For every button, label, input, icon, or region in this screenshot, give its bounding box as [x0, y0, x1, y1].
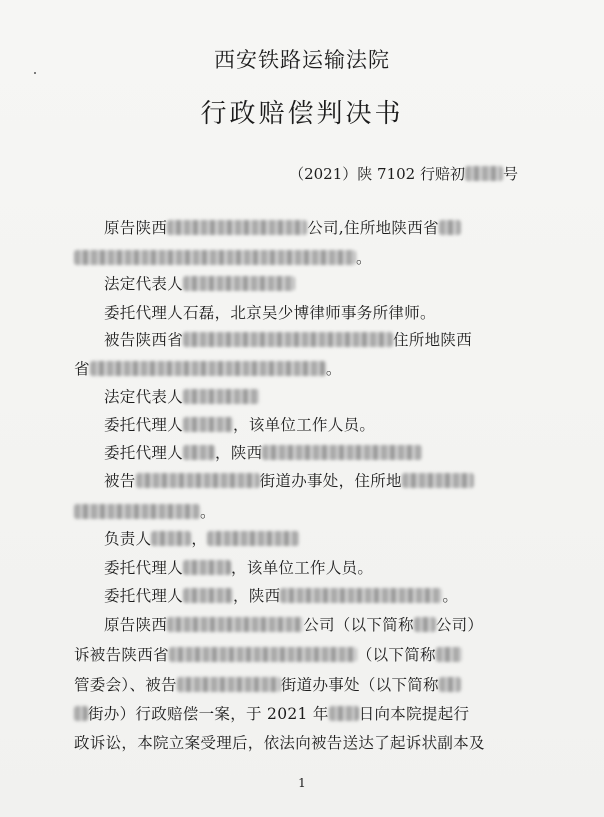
document-title: 行政赔偿判决书 — [200, 99, 404, 129]
plaintiff-address-line — [74, 246, 372, 268]
responsible-line — [104, 527, 299, 549]
punctuation: 。 — [356, 249, 372, 267]
body-line-3 — [74, 673, 461, 695]
redacted-case-number — [465, 166, 503, 181]
punctuation: 。 — [325, 360, 342, 378]
case-number-prefix: （2021）陕 7102 行赔初 — [289, 165, 465, 183]
redacted-plaintiff-address — [74, 250, 356, 265]
defendant2-line — [104, 469, 474, 491]
defendant2-prefix: 被告 — [104, 472, 136, 490]
body-text: 原告陕西 — [104, 616, 168, 634]
court-name: 西安铁路运输法院 — [214, 48, 390, 72]
redacted-defendant1-name — [169, 647, 357, 662]
redacted-agent-org — [262, 445, 422, 460]
body-line-5: 政诉讼，本院立案受理后，依法向被告送达了起诉状副本及 — [74, 734, 485, 752]
redacted-agent-name — [183, 588, 233, 603]
body-text: 诉被告陕西省 — [74, 646, 169, 664]
redacted-agent-name — [183, 445, 215, 460]
redacted-plaintiff-name — [167, 220, 307, 235]
punctuation: ， — [191, 530, 208, 548]
defendant1-prefix: 被告陕西省 — [104, 331, 184, 349]
responsible-label: 负责人 — [104, 530, 152, 548]
redacted-short-name — [439, 677, 461, 692]
agent-org-prefix: ，陕西 — [233, 587, 281, 605]
agent-org-prefix: ，陕西 — [215, 444, 263, 462]
agent-label: 委托代理人 — [104, 587, 184, 605]
agent-role: ，该单位工作人员。 — [231, 559, 374, 577]
body-text: （以下简称 — [356, 646, 436, 664]
agent-line-4 — [104, 556, 373, 578]
agent-label: 委托代理人 — [104, 444, 184, 462]
agent-line-5 — [104, 584, 458, 606]
redacted-legal-rep2 — [183, 389, 259, 404]
redacted-agent-name — [183, 560, 231, 575]
legal-rep2-line — [104, 385, 259, 407]
agent-label: 委托代理人 — [104, 416, 184, 434]
redacted-responsible-title — [207, 531, 299, 546]
punctuation: 。 — [442, 587, 459, 605]
redacted-agent-org — [280, 588, 442, 603]
redacted-short-name — [436, 647, 462, 662]
body-text: 管委会）、被告 — [74, 676, 177, 694]
case-number — [289, 163, 518, 184]
redacted-text — [439, 220, 461, 235]
body-line-1 — [104, 613, 483, 635]
redacted-defendant1-address — [90, 361, 326, 376]
body-text: 公司（以下简称 — [303, 616, 414, 634]
agent-line-2 — [104, 413, 375, 435]
province-label: 省 — [74, 360, 90, 378]
redacted-defendant2-address — [74, 504, 200, 519]
plaintiff-line — [104, 216, 461, 238]
redacted-short-name — [414, 617, 436, 632]
redacted-defendant2-name — [136, 473, 260, 488]
body-text: 街道办事处（以下简称 — [280, 676, 439, 694]
redacted-agent-name — [183, 417, 233, 432]
redacted-text — [402, 473, 474, 488]
redacted-short-name — [74, 706, 88, 721]
legal-rep-label: 法定代表人 — [104, 275, 184, 293]
redacted-defendant1-name — [183, 332, 393, 347]
defendant1-line — [104, 328, 472, 350]
legal-rep2-label: 法定代表人 — [104, 388, 184, 406]
redacted-responsible-name — [151, 531, 191, 546]
plaintiff-prefix: 原告陕西 — [104, 219, 168, 237]
body-text: 日向本院提起行 — [358, 705, 470, 723]
body-text: 公司） — [435, 616, 484, 634]
legal-rep-line — [104, 272, 295, 294]
punctuation: 。 — [200, 503, 216, 521]
redacted-plaintiff-name — [167, 617, 303, 632]
plaintiff-company: 公司,住所地陕西省 — [307, 219, 439, 237]
page-number: 1 — [298, 776, 306, 790]
agent-label: 委托代理人 — [104, 559, 184, 577]
defendant2-address-line — [74, 500, 216, 522]
defendant1-address-line — [74, 357, 342, 379]
case-number-suffix: 号 — [502, 165, 518, 183]
body-line-2 — [74, 643, 462, 665]
defendant2-address: 街道办事处，住所地 — [259, 472, 402, 490]
redacted-date — [329, 706, 359, 721]
body-line-4 — [74, 702, 469, 724]
agent-line-1: 委托代理人石磊，北京吴少博律师事务所律师。 — [104, 304, 436, 322]
redacted-defendant2-name — [177, 677, 281, 692]
agent-role: ，该单位工作人员。 — [233, 416, 376, 434]
redacted-legal-rep — [183, 276, 295, 291]
body-text: 街办）行政赔偿一案，于 2021 年 — [88, 705, 329, 723]
defendant1-address: 住所地陕西 — [393, 331, 473, 349]
agent-line-3 — [104, 441, 422, 463]
